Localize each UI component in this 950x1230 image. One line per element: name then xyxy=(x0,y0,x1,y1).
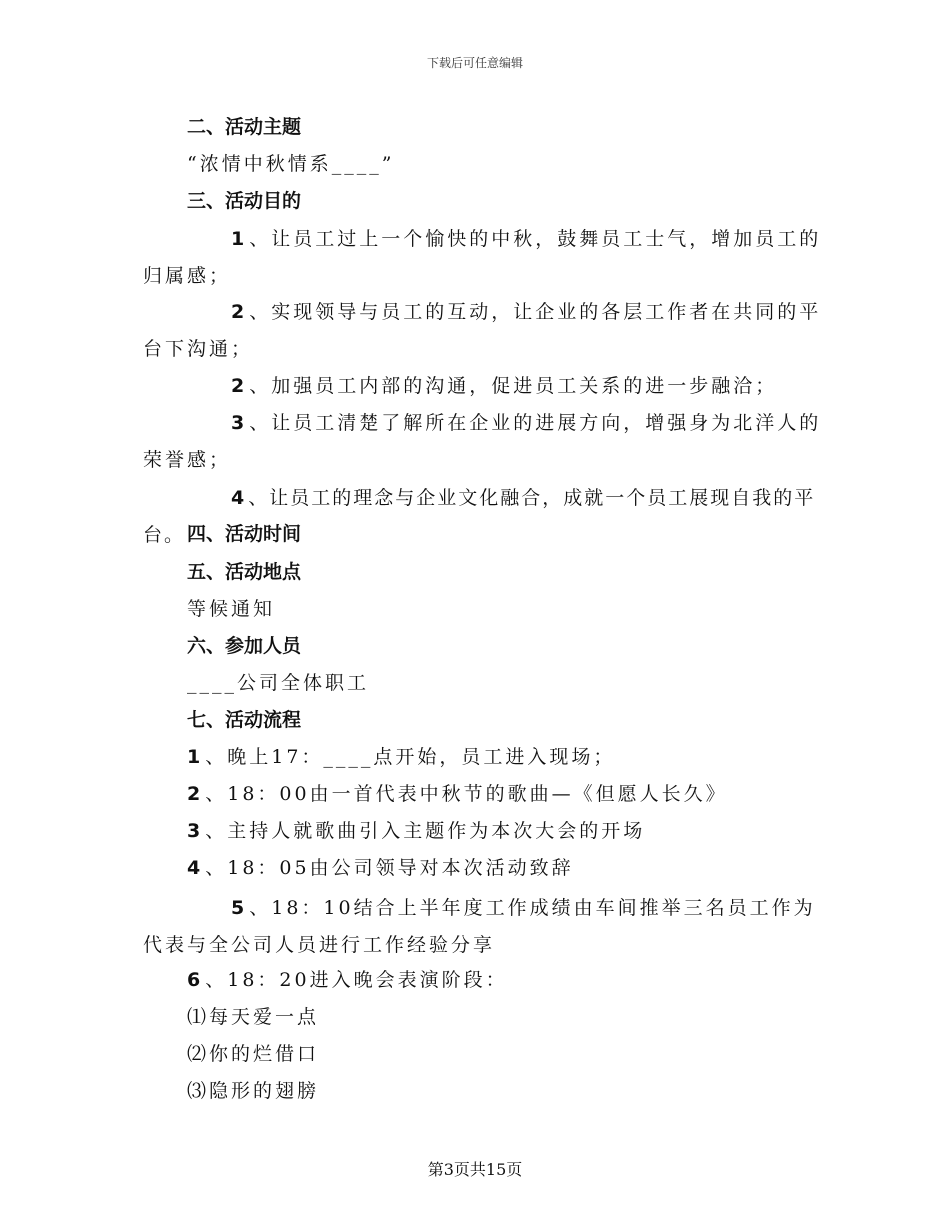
flow-item-2-text: 、18：00由一首代表中秋节的歌曲—《但愿人长久》 xyxy=(205,783,728,805)
page-footer: 第3页共15页 xyxy=(427,1160,523,1179)
people-text: ____公司全体职工 xyxy=(187,672,370,694)
time-heading: 四、活动时间 xyxy=(187,523,302,545)
theme-text: “浓情中秋情系____” xyxy=(187,153,395,175)
flow-item-1 xyxy=(187,745,615,769)
purpose-item-1 xyxy=(143,221,823,295)
purpose-item-3-text: 、加强员工内部的沟通，促进员工关系的进一步融洽； xyxy=(249,375,778,397)
flow-item-5 xyxy=(143,890,823,964)
purpose-item-2-text: 、实现领导与员工的互动，让企业的各层工作者在共同的平台下沟通； xyxy=(143,301,822,360)
purpose-item-5-num: 4 xyxy=(231,487,247,509)
purpose-item-4 xyxy=(143,405,823,479)
flow-item-3-num: 3 xyxy=(187,820,204,842)
purpose-item-5-text: 、让员工的理念与企业文化融合，成就一个员工展现自我的平台。 xyxy=(143,487,816,546)
purpose-heading: 三、活动目的 xyxy=(187,190,302,212)
place-text: 等候通知 xyxy=(187,598,276,620)
flow-item-5-num: 5 xyxy=(231,897,248,919)
flow-item-4-text: 、18：05由公司领导对本次活动致辞 xyxy=(205,857,574,879)
flow-item-1-text: 、晚上17：____点开始，员工进入现场； xyxy=(205,746,616,768)
purpose-item-1-text: 、让员工过上一个愉快的中秋，鼓舞员工士气，增加员工的归属感； xyxy=(143,228,822,287)
flow-item-4-num: 4 xyxy=(187,857,204,879)
purpose-item-2-num: 2 xyxy=(231,301,248,323)
purpose-item-4-text: 、让员工清楚了解所在企业的进展方向，增强身为北洋人的荣誉感； xyxy=(143,412,822,471)
flow-item-6-num: 6 xyxy=(187,969,204,991)
flow-item-6-text: 、18：20进入晚会表演阶段： xyxy=(205,969,508,991)
program-item-1: ⑴每天爱一点 xyxy=(187,1006,320,1028)
flow-item-1-num: 1 xyxy=(187,746,204,768)
theme-heading: 二、活动主题 xyxy=(187,116,302,138)
flow-item-2-num: 2 xyxy=(187,783,204,805)
flow-item-3 xyxy=(187,819,645,843)
flow-item-4 xyxy=(187,856,574,880)
purpose-item-1-num: 1 xyxy=(231,228,248,250)
program-item-3: ⑶隐形的翅膀 xyxy=(187,1080,320,1102)
flow-item-5-text: 、18：10结合上半年度工作成绩由车间推举三名员工作为代表与全公司人员进行工作经验分享 xyxy=(143,897,816,956)
place-heading: 五、活动地点 xyxy=(187,561,302,583)
program-item-2: ⑵你的烂借口 xyxy=(187,1043,320,1065)
purpose-item-3 xyxy=(143,368,823,405)
header-note: 下载后可任意编辑 xyxy=(426,56,523,70)
purpose-item-3-num: 2 xyxy=(231,375,248,397)
flow-item-6 xyxy=(187,968,508,992)
purpose-item-2 xyxy=(143,294,823,368)
flow-item-3-text: 、主持人就歌曲引入主题作为本次大会的开场 xyxy=(205,820,646,842)
flow-item-2 xyxy=(187,782,728,806)
purpose-item-4-num: 3 xyxy=(231,412,248,434)
people-heading: 六、参加人员 xyxy=(187,635,302,657)
flow-heading: 七、活动流程 xyxy=(187,709,302,731)
